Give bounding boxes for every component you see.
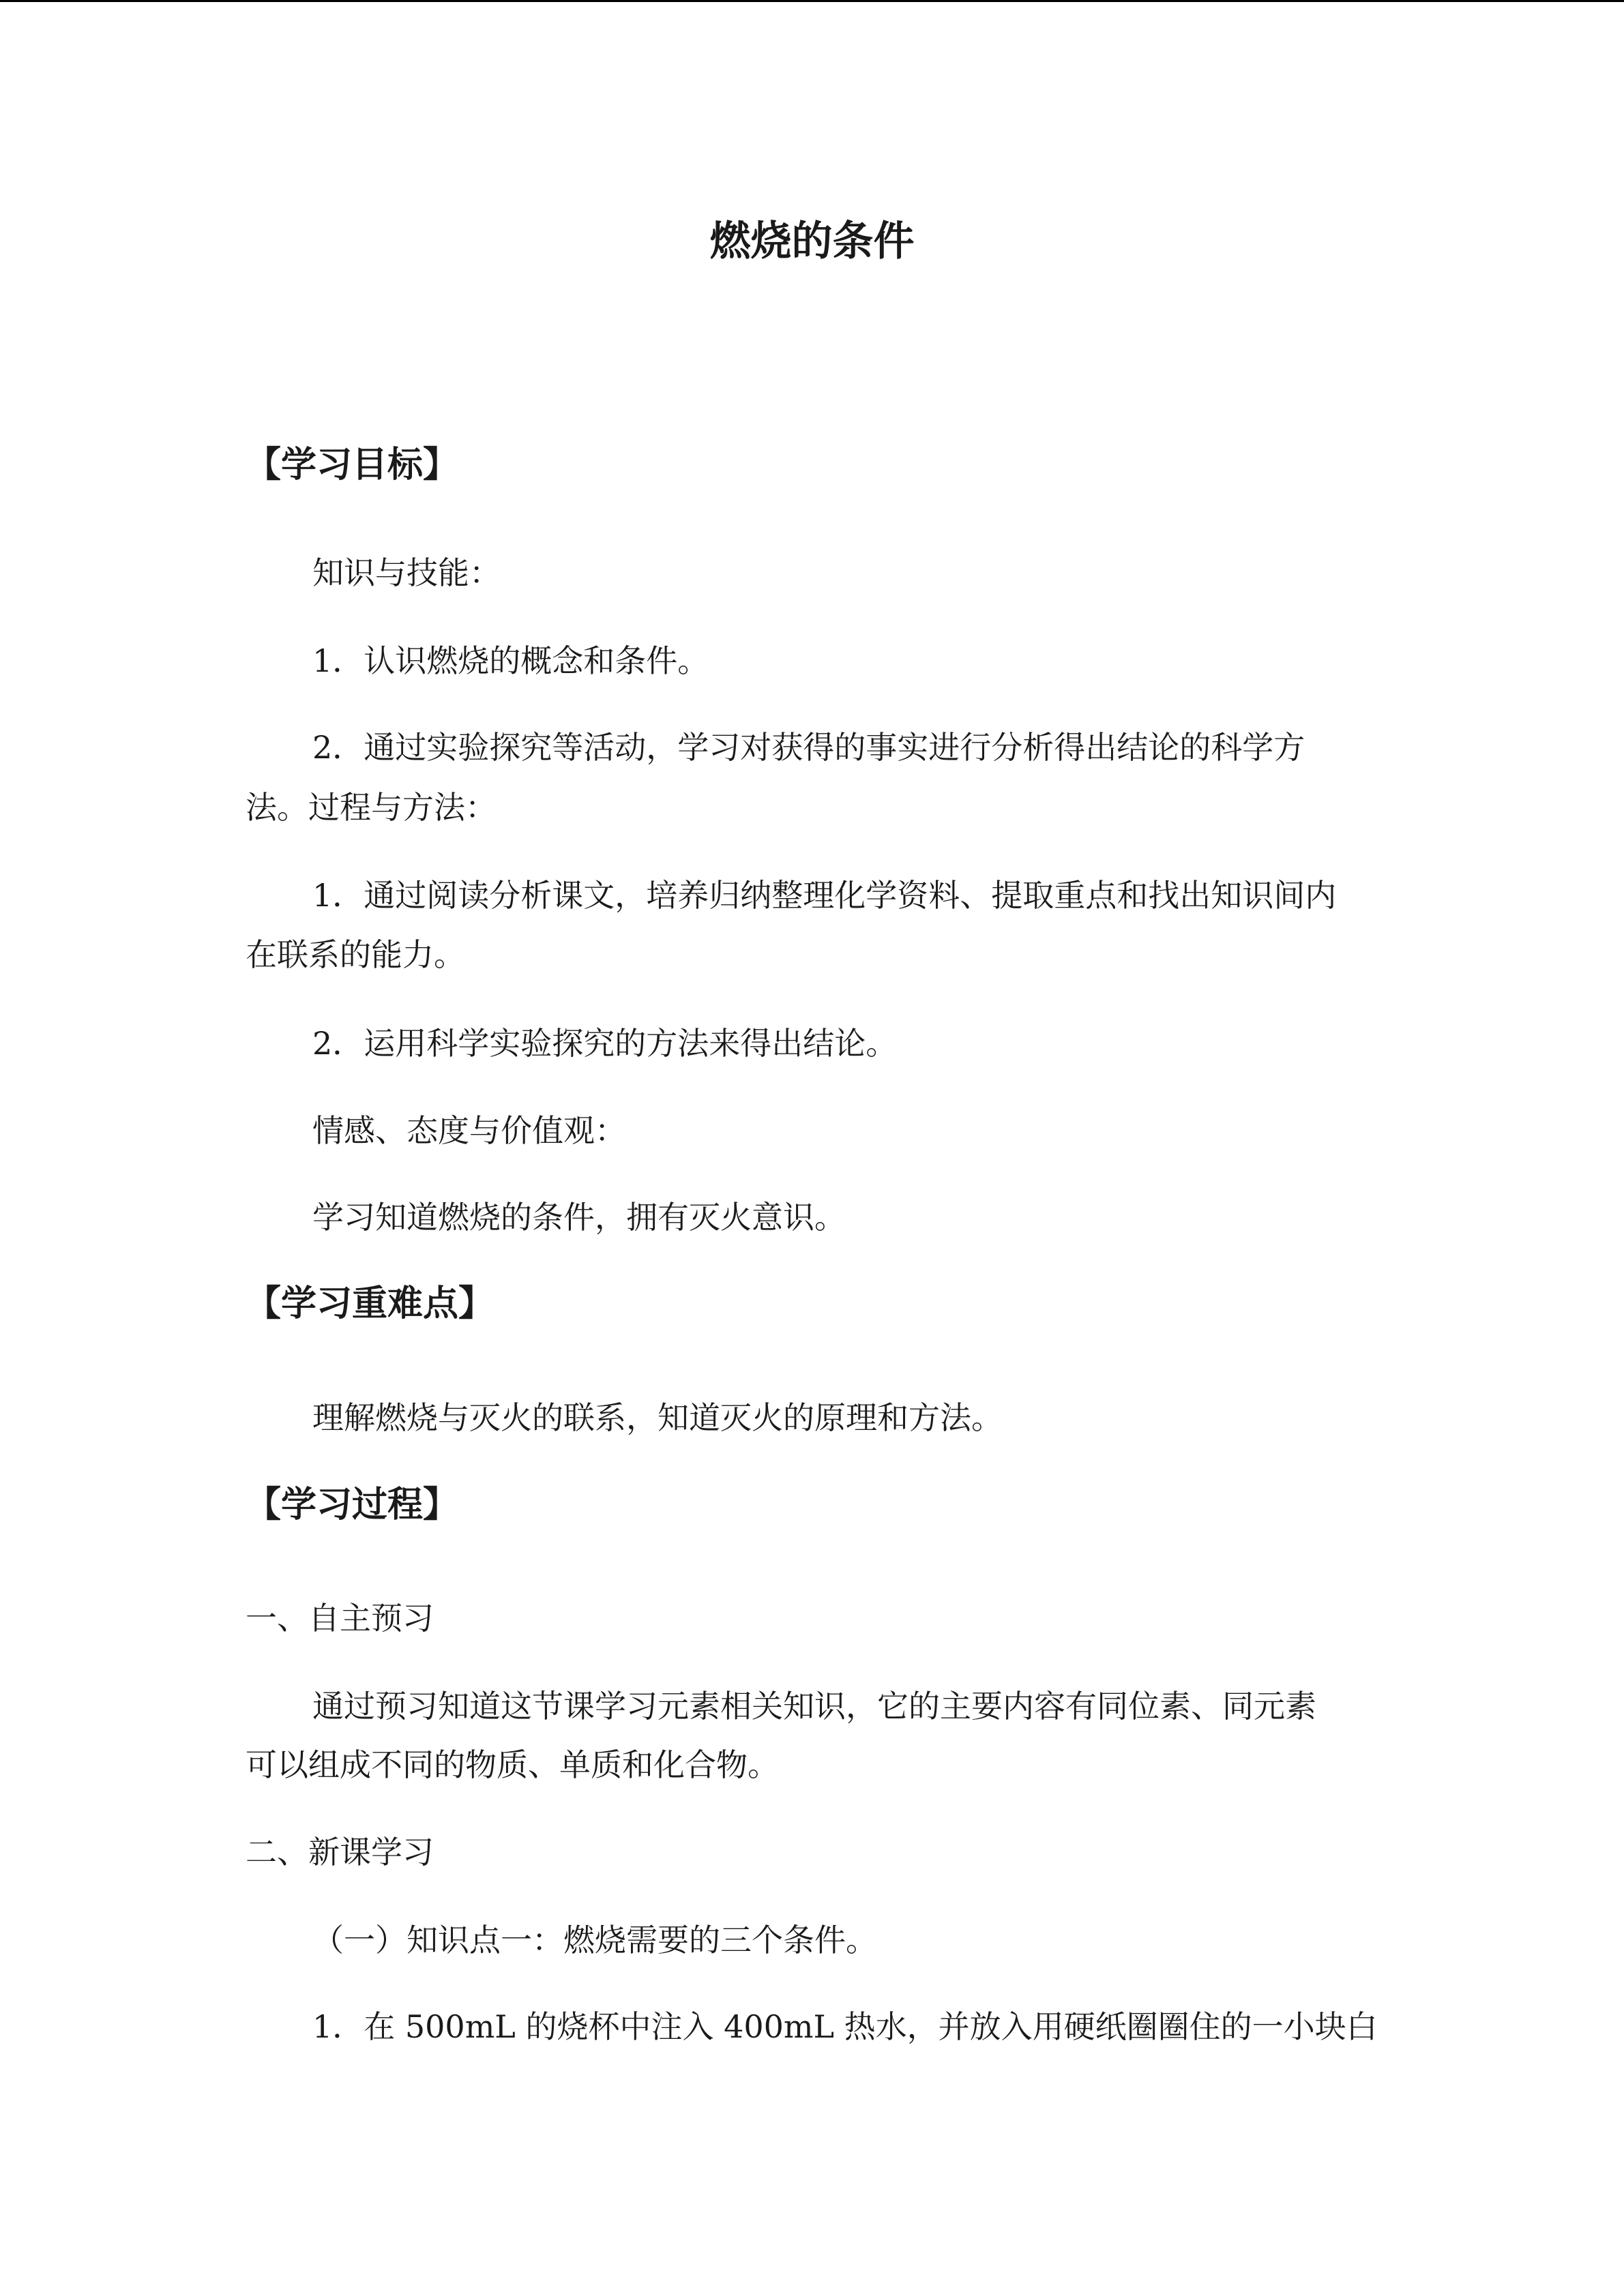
- paragraph-line: 知识与技能：: [312, 554, 501, 591]
- section-heading-learning-objectives: 【学习目标】: [246, 445, 459, 486]
- paragraph-line: 2．通过实验探究等活动，学习对获得的事实进行分析得出结论的科学方: [312, 729, 1305, 766]
- paragraph-line: 法。过程与方法：: [246, 789, 497, 826]
- paragraph-line: 1．认识燃烧的概念和条件。: [312, 642, 709, 679]
- paragraph-line: 1．在 500mL 的烧杯中注入 400mL 热水，并放入用硬纸圈圈住的一小块白: [312, 2008, 1378, 2045]
- paragraph-line: 学习知道燃烧的条件，拥有灭火意识。: [312, 1199, 846, 1236]
- paragraph-line: 情感、态度与价值观：: [312, 1112, 626, 1149]
- paragraph-line: 2．运用科学实验探究的方法来得出结论。: [312, 1025, 898, 1062]
- section-heading-learning-process: 【学习过程】: [246, 1485, 459, 1525]
- section-heading-key-points: 【学习重难点】: [246, 1283, 494, 1324]
- document-title: 燃烧的条件: [709, 218, 915, 265]
- paragraph-line: 可以组成不同的物质、单质和化合物。: [246, 1746, 779, 1783]
- paragraph-line: 在联系的能力。: [246, 936, 465, 973]
- paragraph-line: 1．通过阅读分析课文，培养归纳整理化学资料、提取重点和找出知识间内: [312, 877, 1337, 914]
- paragraph-line: 理解燃烧与灭火的联系，知道灭火的原理和方法。: [312, 1399, 1003, 1436]
- paragraph-line: （一）知识点一：燃烧需要的三个条件。: [312, 1922, 877, 1958]
- paragraph-line: 一、自主预习: [246, 1600, 434, 1637]
- paragraph-line: 二、新课学习: [246, 1834, 434, 1870]
- paragraph-line: 通过预习知道这节课学习元素相关知识，它的主要内容有同位素、同元素: [312, 1688, 1316, 1725]
